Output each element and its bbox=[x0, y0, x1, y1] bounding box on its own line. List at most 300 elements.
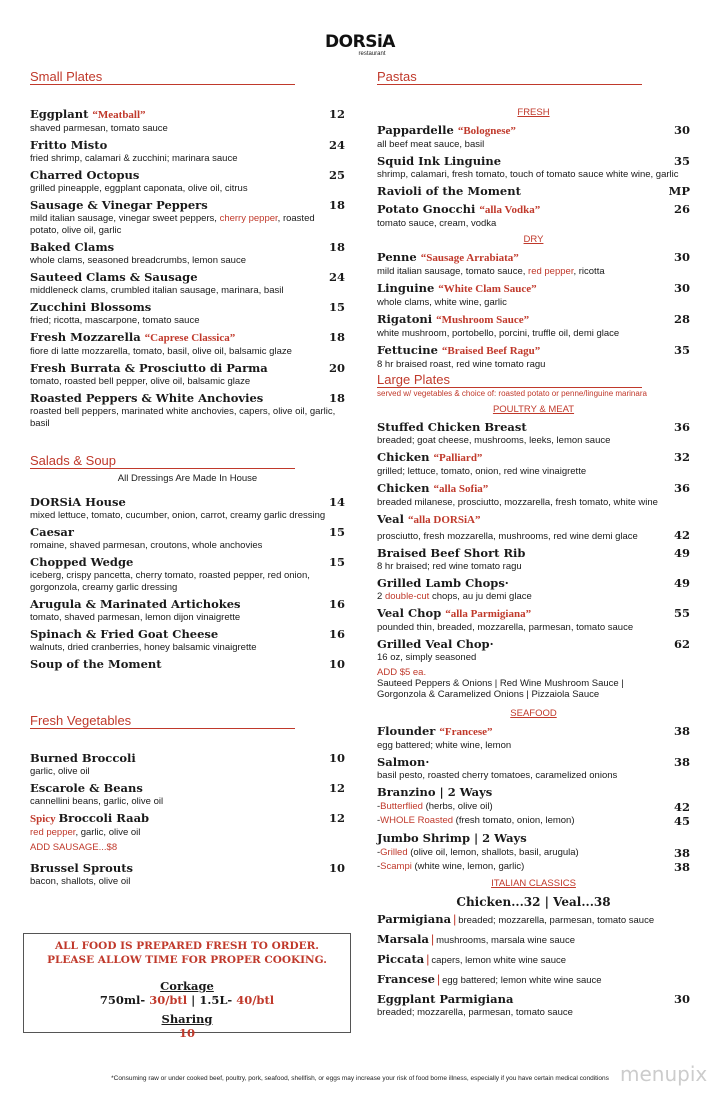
text-segment: egg battered; white wine, lemon bbox=[377, 740, 512, 751]
section-fresh-vegetables bbox=[30, 714, 345, 891]
text-segment: - bbox=[377, 801, 381, 812]
item-name bbox=[30, 495, 126, 510]
item-name bbox=[30, 525, 74, 540]
item-price: 30 bbox=[673, 250, 690, 264]
logo-brand: DORSiA bbox=[325, 32, 395, 52]
item-description bbox=[377, 297, 690, 309]
menu-item bbox=[30, 781, 345, 808]
item-header bbox=[377, 281, 690, 297]
menu-item bbox=[377, 637, 690, 664]
text-segment: - bbox=[377, 847, 381, 858]
text-segment: - bbox=[377, 861, 381, 872]
item-name bbox=[30, 781, 143, 796]
note-line bbox=[30, 842, 345, 853]
menu-item bbox=[377, 831, 690, 874]
item-price: 30 bbox=[673, 992, 690, 1006]
text-segment: , garlic, olive oil bbox=[75, 827, 141, 838]
item-name bbox=[377, 606, 531, 622]
item-description bbox=[30, 285, 345, 297]
classics-pricing: Chicken...32 | Veal...38 bbox=[456, 895, 611, 909]
text-segment: garlic, olive oil bbox=[30, 766, 90, 777]
item-header bbox=[377, 450, 690, 466]
item-price: 30 bbox=[673, 281, 690, 295]
text-segment: bacon, shallots, olive oil bbox=[30, 876, 131, 887]
item-price: 36 bbox=[673, 481, 690, 495]
item-header bbox=[377, 481, 690, 497]
menu-item bbox=[30, 627, 345, 654]
option-text bbox=[377, 800, 493, 814]
option-price: 42 bbox=[673, 800, 690, 814]
item-description bbox=[30, 570, 345, 594]
menu-item bbox=[30, 240, 345, 267]
item-name bbox=[30, 597, 241, 612]
text-segment: tomato, roasted bell pepper, olive oil, balsamic glaze bbox=[30, 376, 251, 387]
menu-item bbox=[377, 576, 690, 603]
section-header: Large Plates bbox=[377, 373, 642, 388]
item-option bbox=[377, 846, 690, 860]
option-text bbox=[377, 860, 524, 874]
item-name bbox=[30, 627, 218, 642]
item-option bbox=[377, 814, 690, 828]
item-header bbox=[377, 154, 690, 169]
item-header bbox=[30, 391, 345, 406]
item-description bbox=[30, 406, 345, 430]
item-header bbox=[30, 597, 345, 612]
item-name: Parmigiana bbox=[377, 912, 452, 926]
item-description bbox=[30, 642, 345, 654]
text-segment: walnuts, dried cranberries, honey balsamic vinaigrette bbox=[30, 642, 257, 653]
item-name bbox=[377, 992, 513, 1007]
item-price: 36 bbox=[673, 420, 690, 434]
menu-item bbox=[377, 154, 690, 181]
corkage-750-label: 750ml- bbox=[99, 993, 146, 1007]
menu-item bbox=[377, 724, 690, 752]
menu-item bbox=[377, 912, 690, 927]
item-header bbox=[30, 657, 345, 672]
item-price: 10 bbox=[328, 657, 345, 671]
item-name bbox=[377, 420, 527, 435]
text-segment: cannellini beans, garlic, olive oil bbox=[30, 796, 164, 807]
subsection-header: DRY bbox=[523, 234, 544, 245]
text-segment: Baked Clams bbox=[30, 240, 115, 254]
menu-item bbox=[377, 250, 690, 278]
menu-item bbox=[30, 495, 345, 522]
option-price: 45 bbox=[673, 814, 690, 828]
note-line bbox=[377, 678, 690, 689]
text-segment: Branzino | 2 Ways bbox=[377, 785, 493, 799]
item-description bbox=[377, 328, 690, 340]
text-segment: (white wine, lemon, garlic) bbox=[411, 861, 525, 872]
text-segment: Sausage & Vinegar Peppers bbox=[30, 198, 208, 212]
item-name: Piccata bbox=[377, 952, 425, 966]
text-segment: Chopped Wedge bbox=[30, 555, 134, 569]
text-segment: Caesar bbox=[30, 525, 74, 539]
text-segment: Pappardelle bbox=[377, 123, 458, 137]
text-segment: Veal bbox=[377, 512, 409, 526]
option-text bbox=[377, 846, 579, 860]
item-name bbox=[377, 546, 525, 561]
item-price: 18 bbox=[328, 330, 345, 344]
item-name bbox=[30, 107, 146, 123]
text-segment: chops, au ju demi glace bbox=[429, 591, 532, 602]
item-price: 62 bbox=[673, 637, 690, 651]
menu-item bbox=[30, 861, 345, 888]
item-description bbox=[377, 591, 690, 603]
item-price: 24 bbox=[328, 138, 345, 152]
item-name bbox=[377, 184, 521, 199]
menu-item bbox=[377, 546, 690, 573]
item-description-row bbox=[377, 528, 690, 543]
text-segment: “Sausage Arrabiata” bbox=[420, 252, 519, 264]
item-description bbox=[377, 531, 638, 543]
item-price: 49 bbox=[673, 576, 690, 590]
item-price: 25 bbox=[328, 168, 345, 182]
item-description: mushrooms, marsala wine sauce bbox=[436, 935, 575, 946]
item-name bbox=[377, 637, 494, 652]
item-header bbox=[30, 198, 345, 213]
text-segment: “alla Parmigiana” bbox=[445, 608, 532, 620]
item-header bbox=[30, 107, 345, 123]
item-name bbox=[30, 657, 162, 672]
section-note: served w/ vegetables & choice of: roasted potato or penne/linguine marinara bbox=[377, 389, 647, 398]
item-name bbox=[377, 831, 527, 846]
section-small-plates bbox=[30, 70, 345, 433]
menu-item bbox=[377, 312, 690, 340]
menu-item bbox=[377, 606, 690, 634]
corkage-750-price: 30/btl bbox=[149, 993, 188, 1007]
item-description bbox=[377, 1007, 690, 1019]
text-segment: 16 oz, simply seasoned bbox=[377, 652, 477, 663]
menu-item bbox=[30, 555, 345, 594]
item-header bbox=[377, 637, 690, 652]
menu-item bbox=[377, 952, 690, 967]
section-subtitle: All Dressings Are Made In House bbox=[117, 473, 258, 484]
note-line bbox=[377, 667, 690, 678]
text-segment: Ravioli of the Moment bbox=[377, 184, 521, 198]
text-segment: whole clams, seasoned breadcrumbs, lemon sauce bbox=[30, 255, 246, 266]
menu-item bbox=[30, 597, 345, 624]
item-header bbox=[377, 576, 690, 591]
text-segment: romaine, shaved parmesan, croutons, whole anchovies bbox=[30, 540, 263, 551]
text-segment: fried shrimp, calamari & zucchini; marinara sauce bbox=[30, 153, 238, 164]
section-salads-soup bbox=[30, 454, 345, 675]
item-header bbox=[30, 361, 345, 376]
text-segment: breaded milanese, prosciutto, mozzarella, fresh tomato, white wine bbox=[377, 497, 658, 508]
text-segment: Penne bbox=[377, 250, 421, 264]
text-segment: “Mushroom Sauce” bbox=[436, 314, 530, 326]
corkage-15-label: 1.5L- bbox=[199, 993, 233, 1007]
divider: | bbox=[436, 972, 441, 986]
item-price: 16 bbox=[328, 597, 345, 611]
text-segment: Squid Ink Linguine bbox=[377, 154, 502, 168]
item-header bbox=[30, 811, 345, 827]
text-segment: “Francese” bbox=[439, 726, 493, 738]
text-segment: Fresh Mozzarella bbox=[30, 330, 145, 344]
text-segment: (herbs, olive oil) bbox=[422, 801, 493, 812]
text-segment: Fritto Misto bbox=[30, 138, 108, 152]
subsection-header: SEAFOOD bbox=[510, 708, 557, 719]
item-price: 35 bbox=[673, 343, 690, 357]
item-header bbox=[377, 420, 690, 435]
item-description bbox=[30, 827, 345, 839]
menu-item bbox=[30, 525, 345, 552]
option-price: 38 bbox=[673, 860, 690, 874]
divider: | bbox=[426, 952, 430, 966]
item-name bbox=[377, 724, 493, 740]
item-header bbox=[30, 627, 345, 642]
item-price: 10 bbox=[328, 751, 345, 765]
text-segment: shaved parmesan, tomato sauce bbox=[30, 123, 168, 134]
item-header bbox=[30, 240, 345, 255]
item-price: 18 bbox=[328, 391, 345, 405]
text-segment: middleneck clams, crumbled italian sausage, marinara, basil bbox=[30, 285, 284, 296]
item-price: 26 bbox=[673, 202, 690, 216]
text-segment: 8 hr braised; red wine tomato ragu bbox=[377, 561, 522, 572]
item-price: 20 bbox=[328, 361, 345, 375]
menu-item bbox=[377, 972, 690, 987]
notice-warning-1: ALL FOOD IS PREPARED FRESH TO ORDER. bbox=[55, 940, 319, 952]
text-segment: “Meatball” bbox=[92, 109, 146, 121]
menu-item bbox=[377, 420, 690, 447]
text-segment: “Palliard” bbox=[433, 452, 483, 464]
item-price: 12 bbox=[328, 811, 345, 825]
text-segment: Fettucine bbox=[377, 343, 442, 357]
text-segment: Chicken bbox=[377, 481, 434, 495]
corkage-prices bbox=[24, 993, 350, 1007]
text-segment: Soup of the Moment bbox=[30, 657, 162, 671]
item-name bbox=[30, 861, 133, 876]
item-name bbox=[30, 300, 151, 315]
text-segment: Flounder bbox=[377, 724, 440, 738]
item-description: capers, lemon white wine sauce bbox=[431, 955, 567, 966]
menu-item bbox=[30, 330, 345, 358]
watermark: menupix bbox=[620, 1062, 708, 1086]
text-segment: Butterflied bbox=[380, 801, 423, 812]
item-description bbox=[377, 652, 690, 664]
item-header bbox=[377, 831, 690, 846]
note-line bbox=[377, 689, 690, 700]
text-segment: “alla Vodka” bbox=[479, 204, 541, 216]
text-segment: Stuffed Chicken Breast bbox=[377, 420, 527, 434]
subsection-header: FRESH bbox=[517, 107, 550, 118]
item-description bbox=[30, 315, 345, 327]
text-segment: 8 hr braised roast, red wine tomato ragu bbox=[377, 359, 546, 370]
item-header bbox=[377, 992, 690, 1007]
item-header bbox=[377, 250, 690, 266]
item-header bbox=[30, 270, 345, 285]
text-segment: (fresh tomato, onion, lemon) bbox=[453, 815, 575, 826]
text-segment: ADD SAUSAGE...$8 bbox=[30, 842, 118, 853]
text-segment: Veal Chop bbox=[377, 606, 446, 620]
menu-item bbox=[30, 361, 345, 388]
item-name bbox=[30, 330, 235, 346]
item-header bbox=[30, 495, 345, 510]
text-segment: double-cut bbox=[384, 591, 430, 602]
item-description bbox=[30, 766, 345, 778]
text-segment: (olive oil, lemon, shallots, basil, arugula) bbox=[407, 847, 579, 858]
item-header bbox=[30, 168, 345, 183]
text-segment: Sauteed Clams & Sausage bbox=[30, 270, 198, 284]
text-segment: grilled pineapple, eggplant caponata, olive oil, citrus bbox=[30, 183, 248, 194]
text-segment: Grilled Lamb Chops· bbox=[377, 576, 509, 590]
item-header bbox=[30, 861, 345, 876]
item-header bbox=[377, 755, 690, 770]
text-segment: grilled; lettuce, tomato, onion, red wine vinaigrette bbox=[377, 466, 587, 477]
item-description bbox=[30, 153, 345, 165]
item-header bbox=[377, 343, 690, 359]
item-header bbox=[30, 330, 345, 346]
menu-item bbox=[30, 811, 345, 839]
item-description bbox=[30, 213, 345, 237]
text-segment: WHOLE Roasted bbox=[380, 815, 454, 826]
notice-warning-2: PLEASE ALLOW TIME FOR PROPER COOKING. bbox=[47, 954, 327, 966]
item-name bbox=[377, 312, 529, 328]
menu-item bbox=[377, 785, 690, 828]
text-segment: all beef meat sauce, basil bbox=[377, 139, 485, 150]
corkage-15-price: 40/btl bbox=[236, 993, 275, 1007]
text-segment: - bbox=[377, 815, 381, 826]
text-segment: breaded; mozzarella, parmesan, tomato sauce bbox=[377, 1007, 573, 1018]
menu-item bbox=[377, 932, 690, 947]
item-description bbox=[377, 622, 690, 634]
subsection-header: POULTRY & MEAT bbox=[492, 404, 575, 415]
item-description bbox=[30, 612, 345, 624]
text-segment: mild italian sausage, tomato sauce, bbox=[377, 266, 529, 277]
text-segment: Escarole & Beans bbox=[30, 781, 143, 795]
item-description bbox=[377, 435, 690, 447]
item-name bbox=[377, 202, 540, 218]
text-segment: fiore di latte mozzarella, tomato, basil, olive oil, balsamic glaze bbox=[30, 346, 292, 357]
text-segment: 2 bbox=[377, 591, 385, 602]
item-price: 30 bbox=[673, 123, 690, 137]
item-header bbox=[30, 555, 345, 570]
item-header bbox=[30, 751, 345, 766]
text-segment: “White Clam Sauce” bbox=[438, 283, 537, 295]
item-header bbox=[377, 606, 690, 622]
section-pastas bbox=[377, 70, 690, 374]
item-price: 10 bbox=[328, 861, 345, 875]
text-segment: Grilled bbox=[380, 847, 408, 858]
text-segment: Spicy bbox=[30, 813, 59, 825]
item-name bbox=[377, 755, 429, 770]
text-segment: ADD $5 ea. bbox=[377, 667, 427, 678]
text-segment: Roasted Peppers & White Anchovies bbox=[30, 391, 264, 405]
corkage-separator: | bbox=[187, 993, 200, 1007]
text-segment: Zucchini Blossoms bbox=[30, 300, 152, 314]
text-segment: Burned Broccoli bbox=[30, 751, 136, 765]
text-segment: Brussel Sprouts bbox=[30, 861, 134, 875]
item-name bbox=[377, 250, 519, 266]
text-segment: “alla Sofia” bbox=[433, 483, 489, 495]
item-name bbox=[30, 391, 263, 406]
menu-item bbox=[377, 512, 690, 543]
text-segment: breaded; goat cheese, mushrooms, leeks, lemon sauce bbox=[377, 435, 611, 446]
item-description bbox=[377, 561, 690, 573]
divider: | bbox=[431, 932, 435, 946]
text-segment: Grilled Veal Chop· bbox=[377, 637, 494, 651]
menu-note bbox=[377, 667, 690, 700]
text-segment: Spinach & Fried Goat Cheese bbox=[30, 627, 219, 641]
subsection-header: ITALIAN CLASSICS bbox=[491, 878, 576, 889]
item-name bbox=[30, 138, 107, 153]
item-description bbox=[377, 497, 690, 509]
item-price: 18 bbox=[328, 240, 345, 254]
item-name bbox=[377, 785, 492, 800]
menu-item bbox=[377, 343, 690, 371]
text-segment: “Caprese Classica” bbox=[144, 332, 236, 344]
text-segment: Fresh Burrata & Prosciutto di Parma bbox=[30, 361, 268, 375]
text-segment: roasted bell peppers, marinated white anchovies, capers, olive oil, garlic, basil bbox=[30, 406, 336, 429]
text-segment: Broccoli Raab bbox=[58, 811, 150, 825]
corkage-label: Corkage bbox=[160, 979, 214, 993]
item-header bbox=[377, 724, 690, 740]
item-description bbox=[30, 346, 345, 358]
item-name bbox=[30, 198, 208, 213]
item-option bbox=[377, 860, 690, 874]
item-description bbox=[377, 770, 690, 782]
text-segment: mixed lettuce, tomato, cucumber, onion, carrot, creamy garlic dressing bbox=[30, 510, 326, 521]
item-description bbox=[377, 359, 690, 371]
text-segment: Eggplant Parmigiana bbox=[377, 992, 514, 1006]
item-description bbox=[30, 183, 345, 195]
item-price: 15 bbox=[328, 525, 345, 539]
menu-item bbox=[377, 755, 690, 782]
item-description bbox=[30, 376, 345, 388]
menu-note bbox=[30, 842, 345, 853]
text-segment: , roasted potato, olive oil, garlic bbox=[30, 213, 315, 236]
item-price: 38 bbox=[673, 724, 690, 738]
item-header bbox=[377, 184, 690, 199]
text-segment: , ricotta bbox=[573, 266, 605, 277]
item-price: 12 bbox=[328, 107, 345, 121]
text-segment: Potato Gnocchi bbox=[377, 202, 480, 216]
item-price: 12 bbox=[328, 781, 345, 795]
item-description: egg battered; lemon white wine sauce bbox=[442, 975, 602, 986]
health-disclaimer: *Consuming raw or under cooked beef, poultry, pork, seafood, shellfish, or eggs may increase your risk of food borne illness, especially if you have certain medical conditions bbox=[111, 1075, 609, 1082]
menu-item bbox=[377, 992, 690, 1019]
menu-item bbox=[377, 450, 690, 478]
item-price: 28 bbox=[673, 312, 690, 326]
text-segment: Linguine bbox=[377, 281, 439, 295]
text-segment: Jumbo Shrimp | 2 Ways bbox=[377, 831, 527, 845]
menu-item bbox=[30, 168, 345, 195]
item-header bbox=[377, 785, 690, 800]
text-segment: Chicken bbox=[377, 450, 434, 464]
menu-item bbox=[377, 481, 690, 509]
item-price: 55 bbox=[673, 606, 690, 620]
text-segment: “Bolognese” bbox=[457, 125, 516, 137]
menu-item bbox=[377, 123, 690, 151]
section-header: Fresh Vegetables bbox=[30, 714, 295, 729]
text-segment: Sauteed Peppers & Onions | Red Wine Mushroom Sauce | bbox=[377, 678, 624, 689]
item-name bbox=[377, 343, 540, 359]
text-segment: shrimp, calamari, fresh tomato, touch of tomato sauce white wine, garlic bbox=[377, 169, 679, 180]
item-price: 16 bbox=[328, 627, 345, 641]
item-name bbox=[30, 555, 133, 570]
text-segment: “Braised Beef Ragu” bbox=[441, 345, 541, 357]
item-header bbox=[377, 312, 690, 328]
menu-item bbox=[377, 184, 690, 199]
text-segment: cherry pepper bbox=[219, 213, 278, 224]
menu-item bbox=[30, 300, 345, 327]
item-price: 18 bbox=[328, 198, 345, 212]
text-segment: “alla DORSiA” bbox=[408, 514, 481, 526]
item-header bbox=[30, 525, 345, 540]
item-description bbox=[30, 876, 345, 888]
sharing-price: 10 bbox=[178, 1026, 195, 1040]
text-segment: white mushroom, portobello, porcini, truffle oil, demi glace bbox=[377, 328, 620, 339]
option-text bbox=[377, 814, 575, 828]
